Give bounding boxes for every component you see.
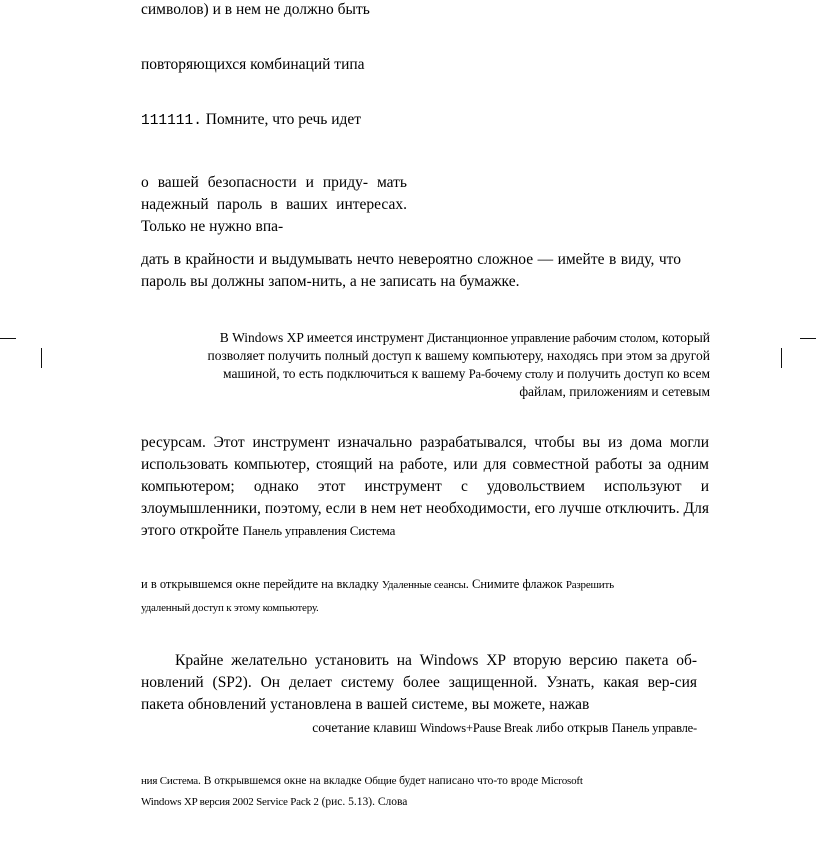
paragraph-12 <box>141 794 686 811</box>
paragraph-6-text-c: , который позволяет получить полный доступ к вашему компьютеру, находясь при этом за другой машиной, то есть подключиться к вашему <box>207 330 710 381</box>
paragraph-10-ui-path-control-panel: Панель управле- <box>611 721 697 735</box>
paragraph-8-text-c: . Снимите флажок <box>465 577 566 591</box>
paragraph-6-ui-term-remote-desktop: Дистанционное управление рабочим столом <box>426 331 656 345</box>
paragraph-1-text: символов) и в нем не должно быть <box>141 1 370 18</box>
paragraph-12-text-b: (рис. 5.13). Слова <box>318 796 408 808</box>
paragraph-12-version-string-b: Windows XP версия 2002 Service Pack 2 <box>141 796 319 808</box>
paragraph-4-text: о вашей безопасности и приду- мать надежный пароль в ваших интересах. Только не нужно впа- <box>141 174 407 235</box>
paragraph-7-text-a: ресурсам. Этот инструмент изначально разрабатывался, чтобы вы из дома могли использовать компьютер, стоящий на работе, или для совместной работы за одним компьютером; однако этот инструмент с удовольствием используют и злоумышленники, поэтому, если в нем нет необходимости, его лучше отключить. Для этого откройте <box>141 434 709 539</box>
paragraph-3 <box>141 110 681 132</box>
paragraph-9-text: Крайне желательно установить на Windows XP вторую версию пакета об-новлений (SP2). Он делает систему более защищенной. Узнать, какая вер-сия пакета обновлений установлена в вашей системе, вы можете, нажав <box>141 652 697 713</box>
paragraph-3-text: Помните, что речь идет <box>201 111 362 128</box>
paragraph-1 <box>141 0 681 21</box>
paragraph-5 <box>141 249 681 293</box>
crop-mark-right-vertical <box>781 348 782 368</box>
paragraph-11-ui-tab-general: Общие <box>364 775 397 787</box>
paragraph-8-ui-checkbox-allow-cont: удаленный доступ к этому компьютеру. <box>141 601 319 614</box>
paragraph-10-text-c: либо открыв <box>532 720 612 735</box>
paragraph-5-text: дать в крайности и выдумывать нечто невероятно сложное — имейте в виду, что пароль вы должны запом-нить, а не записать на бумажке. <box>141 251 681 290</box>
crop-mark-left-vertical <box>41 348 42 368</box>
paragraph-6-text-a: В Windows XP имеется инструмент <box>219 330 427 345</box>
paragraph-8 <box>141 575 701 617</box>
paragraph-2-text: повторяющихся комбинаций типа <box>141 56 365 73</box>
paragraph-9 <box>141 650 697 716</box>
crop-mark-right-top <box>800 338 816 339</box>
paragraph-11 <box>141 773 686 790</box>
paragraph-3-code: 111111. <box>141 113 202 129</box>
paragraph-11-ui-path-system: ния Система <box>141 775 198 787</box>
paragraph-11-text-d: будет написано что-то вроде <box>396 775 542 787</box>
paragraph-2 <box>141 55 681 76</box>
paragraph-4 <box>141 172 407 238</box>
paragraph-11-version-string-a: Microsoft <box>541 775 583 787</box>
paragraph-8-ui-tab-remote-sessions: Удаленные сеансы <box>381 579 466 591</box>
paragraph-10-shortcut: Windows+Pause Break <box>419 721 533 735</box>
paragraph-10 <box>141 718 697 738</box>
paragraph-7 <box>141 432 709 542</box>
paragraph-10-text-a: сочетание клавиш <box>312 720 420 735</box>
paragraph-8-text-a: и в открывшемся окне перейдите на вкладку <box>141 577 382 591</box>
paragraph-6-text-e: и получить доступ ко всем файлам, приложениям и сетевым <box>519 365 710 399</box>
paragraph-6 <box>175 329 710 401</box>
paragraph-7-ui-path-control-panel-system: Панель управления Система <box>242 523 396 538</box>
crop-mark-left-top <box>0 338 16 339</box>
paragraph-8-ui-checkbox-allow: Разрешить <box>565 579 614 591</box>
paragraph-11-text-b: . В открывшемся окне на вкладке <box>197 775 365 787</box>
paragraph-6-ui-term-desktop: Ра-бочему столу <box>468 366 554 381</box>
